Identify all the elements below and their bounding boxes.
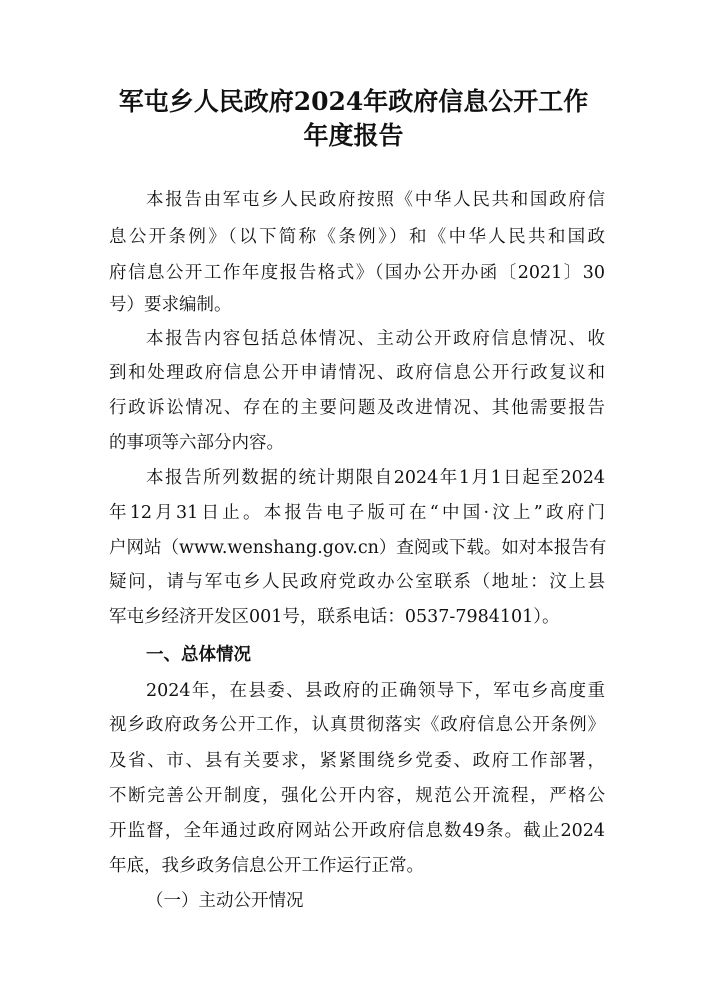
- paragraph-4-line-6: 年底，我乡政务信息公开工作运行正常。: [109, 856, 424, 876]
- paragraph-4-line-1: 2024年，在县委、县政府的正确领导下，军屯乡高度重: [146, 681, 605, 701]
- paragraph-4-line-5: 开监督，全年通过政府网站公开政府信息数49条。截止2024: [109, 821, 605, 841]
- document-title-line-2: 年度报告: [303, 121, 404, 150]
- paragraph-4-line-4: 不断完善公开制度，强化公开内容，规范公开流程，严格公: [109, 786, 605, 806]
- subsection-heading-active-disclosure: （一）主动公开情况: [146, 891, 304, 911]
- paragraph-4-line-3: 及省、市、县有关要求，紧紧围绕乡党委、政府工作部署，: [109, 751, 605, 771]
- paragraph-2-line-2: 到和处理政府信息公开申请情况、政府信息公开行政复议和: [109, 363, 605, 383]
- paragraph-1-line-1: 本报告由军屯乡人民政府按照《中华人民共和国政府信: [146, 190, 605, 210]
- section-heading-overview: 一、总体情况: [146, 645, 251, 665]
- paragraph-3-line-4: 疑问，请与军屯乡人民政府党政办公室联系（地址：汶上县: [109, 572, 605, 592]
- paragraph-4-line-2: 视乡政府政务公开工作，认真贯彻落实《政府信息公开条例》: [109, 715, 605, 735]
- document-title-line-1: 军屯乡人民政府2024年政府信息公开工作: [118, 87, 589, 116]
- paragraph-1-line-2: 息公开条例》（以下简称《条例》）和《中华人民共和国政: [109, 227, 605, 247]
- paragraph-1-line-4: 号）要求编制。: [109, 295, 232, 315]
- paragraph-3-line-5: 军屯乡经济开发区001号，联系电话：0537-7984101）。: [109, 607, 560, 627]
- paragraph-3-line-2: 年12月31日止。本报告电子版可在“中国·汶上”政府门: [109, 503, 605, 523]
- paragraph-2-line-4: 的事项等六部分内容。: [109, 433, 284, 453]
- paragraph-2-line-3: 行政诉讼情况、存在的主要问题及改进情况、其他需要报告: [109, 398, 605, 418]
- paragraph-1-line-3: 府信息公开工作年度报告格式》（国办公开办函〔2021〕30: [109, 263, 605, 283]
- paragraph-2-line-1: 本报告内容包括总体情况、主动公开政府信息情况、收: [146, 329, 605, 349]
- paragraph-3-line-3: 户网站（www.wenshang.gov.cn）查阅或下载。如对本报告有: [109, 538, 607, 558]
- paragraph-3-line-1: 本报告所列数据的统计期限自2024年1月1日起至2024: [146, 468, 605, 488]
